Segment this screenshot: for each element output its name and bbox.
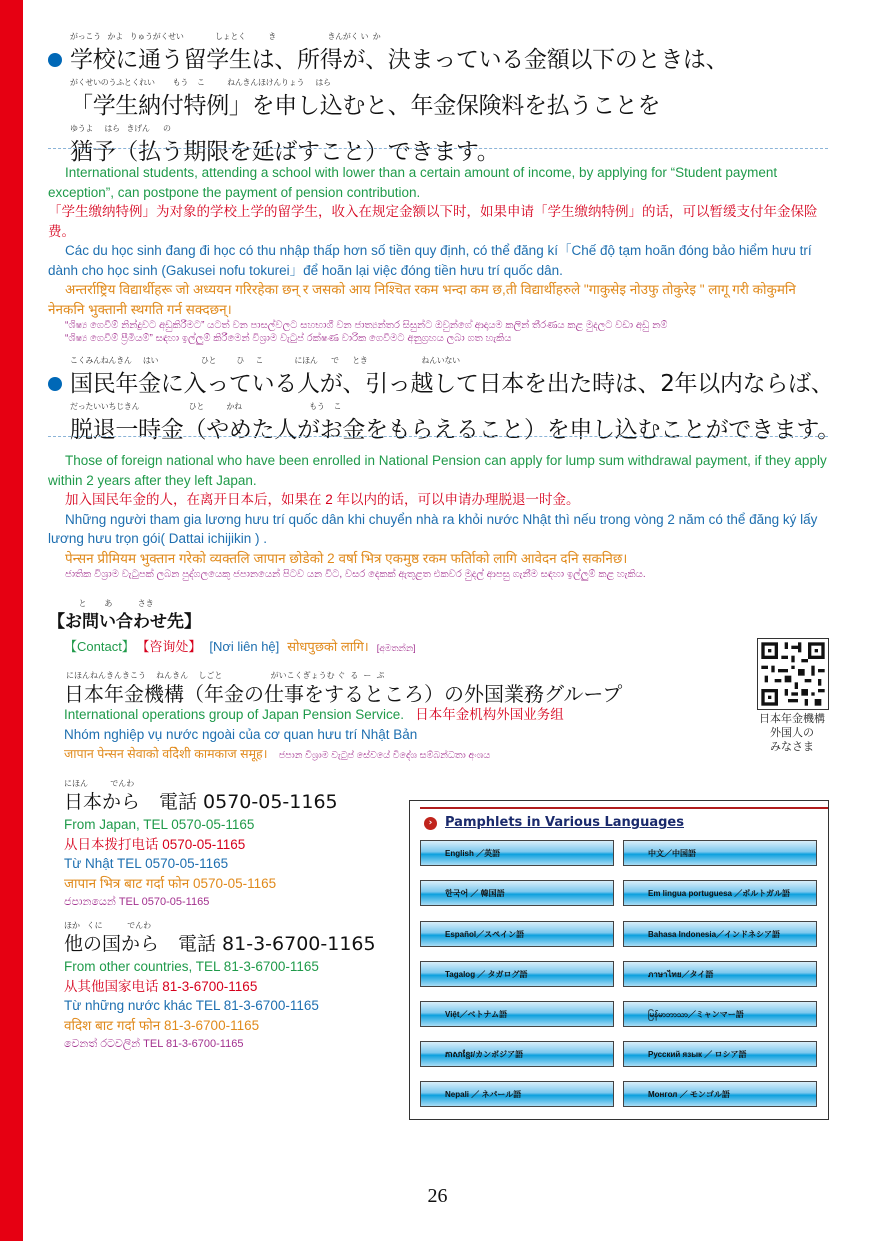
page-number: 26 [427,1185,448,1207]
sinhala-text: “ශිෂ්‍ය ගෙවීම් නින්දුවට අඩුකිරීමට” යටත් වන පාසල්වලට සහභාගී වන ජාත්‍යන්තර සිසුන්ට ඔවුන්ගේ ආදායම කලින් තීරණය කළ මුදලට වඩා අඩු නම් [65,320,668,331]
arrow-circle-icon: › [424,817,437,830]
tel-japan-block: にほん でんわ 日本から 電話 0570-05-1165 From Japan, TEL 0570-05-1165 从日本拨打电话 0570-05-1165 Từ Nhật TEL 0570-05-1165 जापान भित्र बाट गर्दा फोन 0570-05-1165 ජපානයෙන් TEL 0570-05-1165 [64,779,338,908]
pamphlet-indonesian-button[interactable]: Bahasa Indonesia／インドネシア語 [623,921,817,947]
pamphlet-mongolian-button[interactable]: Монгол ／ モンゴル語 [623,1081,817,1107]
furigana: にほんねんきんきこう ねんきん しごと がいこくぎょうむ ぐ る ー ぷ [66,671,385,680]
tel-japan-heading: 日本から 電話 0570-05-1165 [64,791,338,813]
sinhala-text: “ශිෂ්‍ය ගෙවීම් ප්‍රීමියම්” සඳහා ඉල්ලුම් කිරීමෙන් විශ්‍රාම වැටුප් රක්ෂණ වාරික ගෙවීමට අනුග්‍රහය ලබා ගත හැකිය [65,333,512,344]
pamphlet-tagalog-button[interactable]: Tagalog ／ タガログ語 [420,961,614,987]
english-text: International students, attending a school with lower than a certain amount of income, by applying for “Student payment exception”, can postpone the payment of pension contribution. [48,165,778,200]
sinhala-text: ජාතික විශ්‍රාම වැටුපක් ලබන පුද්ගලයෙකු ජපානයෙන් පිටව යන විට, වසර දෙකක් ඇතුළත එකවර මුදල් ආපසු ගැනීම සඳහා ඉල්ලුම් කළ හැකිය. [65,569,646,580]
contact-labels: 【Contact】 【咨询处】 [Nơi liên hệ] सोधपुछको लागि। [අමතන්න] [64,639,416,654]
chinese-text: 加入国民年金的人，在离开日本后，如果在 2 年以内的话，可以申请办理脱退一时金。 [65,492,580,507]
pamphlet-vietnamese-button[interactable]: Việt／ベトナム語 [420,1001,614,1027]
bullet-icon [48,377,62,391]
divider [48,148,828,149]
pamphlet-chinese-button[interactable]: 中文／中国語 [623,840,817,866]
org-title: 日本年金機構（年金の仕事をするところ）の外国業務グループ [64,682,623,706]
tel-other-heading: 他の国から 電話 81-3-6700-1165 [64,933,376,955]
pamphlet-portuguese-button[interactable]: Em lingua portuguesa ／ポルトガル語 [623,880,817,906]
pamphlet-spanish-button[interactable]: Español／スペイン語 [420,921,614,947]
furigana: だったいいちじきん ひと かね もう こ [70,402,342,411]
furigana: にほん でんわ [64,779,135,788]
section2-heading: こくみんねんきん はい ひと ひ こ にほん で とき ねんいない 国民年金に入っている人が、引っ越して日本を出た時は、2年以内ならば、 だったいいちじきん ひと かね もう こ 脱退一時金（やめた人がお金をもらえること）を申し込むことができます。 [48,356,840,448]
pamphlets-panel [409,800,829,1120]
vietnamese-text: Những người tham gia lương hưu trí quốc dân khi chuyển nhà ra khỏi nước Nhật thì nếu trong vòng 2 năm có thể đăng ký lấy lương hưu trọn gói( Dattai ichijikin ) . [48,511,818,546]
side-color-bar [0,0,23,1241]
furigana: ほか くに でんわ [64,921,152,930]
divider [420,807,828,809]
pamphlets-title-link[interactable]: › Pamphlets in Various Languages [424,815,684,830]
nepali-text: अन्तर्राष्ट्रिय विद्यार्थीहरू जो अध्ययन गरिरहेका छन् र जसको आय निश्चित रकम भन्दा कम छ,ती विद्यार्थीहरुले "गाकुसेइ नोउफु तोकुरेइ " लागू गरी कोकुमनि नेनकनि भुक्तानी स्थगति गर्न सक्दछन्। [48,282,796,317]
section1-heading: がっこう かよ りゅうがくせい しょとく き きんがく い か 学校に通う留学生は、所得が、決まっている金額以下のときは、 がくせいのうふとくれい もう こ ねんきんほけんりょう はら 「学生納付特例」を申し込むと、年金保険料を払うことを ゆうよ はら きげん の 猶予（払う期限を延ばすこと）できます。 [48,32,728,170]
org-translations: International operations group of Japan Pension Service. 日本年金机构外国业务组 Nhóm nghiệp vụ nước ngoài của cơ quan hưu trí Nhật Bản जापान पेन्सन सेवाको वदिेशी कामकाज समूह। ජපාන විශ්‍රාම වැටුප් සේවයේ විදේශ සම්බන්ධතා අංශය [64,707,564,761]
furigana: がくせいのうふとくれい もう こ ねんきんほけんりょう はら [70,78,331,87]
furigana: がっこう かよ りゅうがくせい しょとく き きんがく い か [70,32,381,41]
contact-title: 【お問い合わせ先】 [48,612,201,632]
pamphlet-nepali-button[interactable]: Nepali ／ ネパール語 [420,1081,614,1107]
nepali-text: पेन्सन प्रीमियम भुक्तान गरेको व्यक्तलि जापान छोडेको 2 वर्षा भित्र एकमुष्ठ रकम फर्तिाको लागि आवेदन दनि सकनिछ। [65,550,628,566]
section2-translations [48,451,828,581]
pamphlet-english-button[interactable]: English ／英語 [420,840,614,866]
qr-code[interactable] [757,638,829,710]
pamphlet-thai-button[interactable]: ภาษาไทย／タイ語 [623,961,817,987]
qr-code-icon [758,639,828,709]
vietnamese-text: Các du học sinh đang đi học có thu nhập thấp hơn số tiền quy định, có thể đăng kí「Chế độ tạm hoãn đóng bảo hiểm hưu trí dành cho học sinh (Gakusei nofu tokurei」để hoãn lại việc đóng tiền hưu trí quốc dân. [48,243,812,278]
furigana: ゆうよ はら きげん の [70,124,171,133]
pamphlet-khmer-button[interactable]: ភាសាខ្មែរ/カンボジア語 [420,1041,614,1067]
bullet-icon [48,53,62,67]
furigana: と あ さき [76,599,154,608]
qr-caption: 日本年金機構 外国人の みなさま [759,712,825,753]
tel-other-block: ほか くに でんわ 他の国から 電話 81-3-6700-1165 From other countries, TEL 81-3-6700-1165 从其他国家电话 81-3-6700-1165 Từ những nước khác TEL 81-3-6700-1165 वदिश बाट गर्दा फोन 81-3-6700-1165 වෙනත් රටවලින් TEL 81-3-6700-1165 [64,921,376,1050]
section1-translations [48,163,828,345]
english-text: Those of foreign national who have been enrolled in National Pension can apply for lump sum withdrawal payment, if they apply within 2 years after they left Japan. [48,453,827,488]
pamphlet-russian-button[interactable]: Русский язык ／ ロシア語 [623,1041,817,1067]
divider [48,436,828,437]
chinese-text: 「学生缴纳特例」为对象的学校上学的留学生，收入在规定金额以下时，如果申请「学生缴纳特例」的话，可以暂缓支付年金保险费。 [48,204,818,239]
pamphlet-myanmar-button[interactable]: မြန်မာဘာသာ／ミャンマー語 [623,1001,817,1027]
pamphlet-korean-button[interactable]: 한국어 ／ 韓国語 [420,880,614,906]
furigana: こくみんねんきん はい ひと ひ こ にほん で とき ねんいない [70,356,460,365]
